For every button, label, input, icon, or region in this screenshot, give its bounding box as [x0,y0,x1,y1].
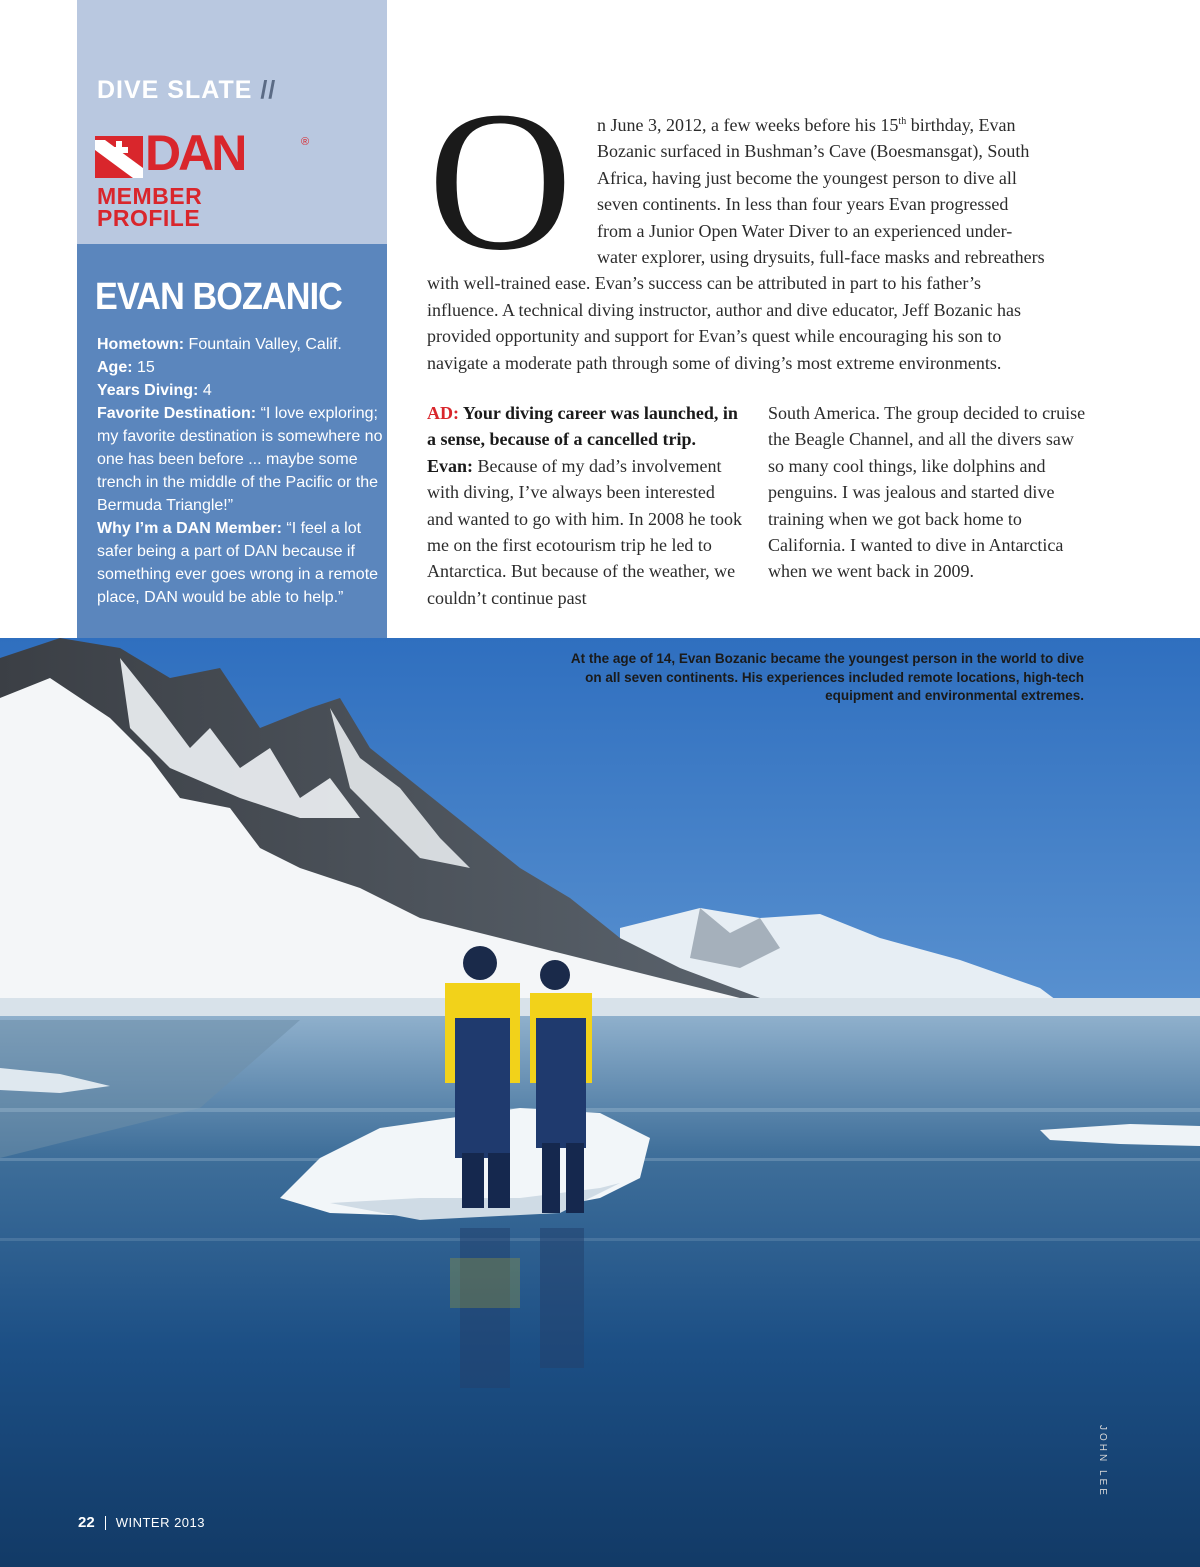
intro-line: navigate a moderate path through some of diving’s most extreme environments. [427,352,1002,373]
drop-cap: O [428,71,573,292]
dan-logo-word: DAN [145,125,245,181]
intro-line: provided opportunity and support for Evan’s quest while encouraging his son to [427,326,1002,347]
dan-logo [95,125,325,182]
answer-text: Because of my dad’s involvement with diving, I’ve always been interested and wanted to go with him. In 2008 he took me on the first ecotourism trip he led to Antarctica. But because of the weather, we couldn’t continue past [427,455,742,608]
arctic-scene-illustration [0,638,1200,1567]
fact-value: “I feel a lot safer being a part of DAN because if something ever goes wrong in a remote place, DAN would be able to help.” [97,520,379,606]
fact-value: 15 [132,359,155,376]
fact-why-member [97,517,387,609]
question-text: Your diving career was launched, in a sense, because of a cancelled trip. [427,403,738,450]
section-label-slashes: // [260,76,277,104]
intro-line: from a Junior Open Water Diver to an experienced under- [597,220,1013,241]
intro-line [427,112,1083,138]
intro-line-tail: birthday, Evan [906,115,1016,135]
fact-label: Why I’m a DAN Member: [97,520,282,537]
fact-years-diving [97,379,387,402]
intro-line: water explorer, using drysuits, full-face masks and rebreathers [597,247,1045,268]
profile-panel [77,244,387,638]
answer-text-continued: South America. The group decided to cruise the Beagle Channel, and all the divers saw so many cool things, like dolphins and penguins. I was jealous and started dive training when we got back home to California. I wanted to dive in Antarctica when we went back in 2009. [768,403,1086,582]
photo-credit: JOHN LEE [1097,1425,1108,1498]
sidebar-header-panel [77,0,387,244]
intro-line: influence. A technical diving instructor, author and dive educator, Jeff Bozanic has [427,299,1022,320]
question-label: AD: [427,403,459,423]
fact-label: Favorite Destination: [97,405,257,422]
fact-favorite-destination [97,402,387,517]
ordinal-superscript: th [898,116,907,127]
registered-mark: ® [301,136,310,148]
intro-line: seven continents. In less than four years Evan progressed [597,194,1009,215]
intro-line-text: n June 3, 2012, a few weeks before his 15 [597,115,899,135]
footer-divider [105,1516,106,1530]
fact-hometown [97,333,387,356]
fact-label: Hometown: [97,336,185,353]
answer-label: Evan: [427,455,474,476]
article-column-left [427,400,745,611]
fact-value: 4 [198,382,212,399]
fact-age [97,356,387,379]
page-number: 22 [78,1514,95,1531]
fact-label: Age: [97,359,133,376]
profile-facts [97,333,387,609]
profile-name: EVAN BOZANIC [95,276,342,318]
section-label [97,76,276,105]
dan-dive-flag-icon [95,136,143,178]
fact-value: “I love exploring; my favorite destination is somewhere no one has been before ... maybe some trench in the middle of the Pacific or the Bermuda Triangle!” [97,405,383,514]
page-footer [78,1514,205,1531]
article-column-right [768,400,1086,585]
feature-photo [0,638,1200,1567]
intro-line: Africa, having just become the youngest person to dive all [597,167,1017,188]
member-profile-heading [97,185,202,229]
issue-label: WINTER 2013 [115,1515,205,1530]
intro-line: Bozanic surfaced in Bushman’s Cave (Boesmansgat), South [597,141,1030,162]
intro-paragraph [427,112,1083,376]
member-profile-line1: MEMBER [97,183,203,209]
intro-line: with well-trained ease. Evan’s success can be attributed in part to his father’s [427,273,981,294]
member-profile-line2: PROFILE [97,205,201,231]
fact-value: Fountain Valley, Calif. [184,336,342,353]
photo-caption: At the age of 14, Evan Bozanic became the youngest person in the world to dive on all seven continents. His experiences included remote locations, high-tech equipment and environmental extremes. [570,651,1084,703]
section-label-text: DIVE SLATE [97,76,253,104]
fact-label: Years Diving: [97,382,199,399]
